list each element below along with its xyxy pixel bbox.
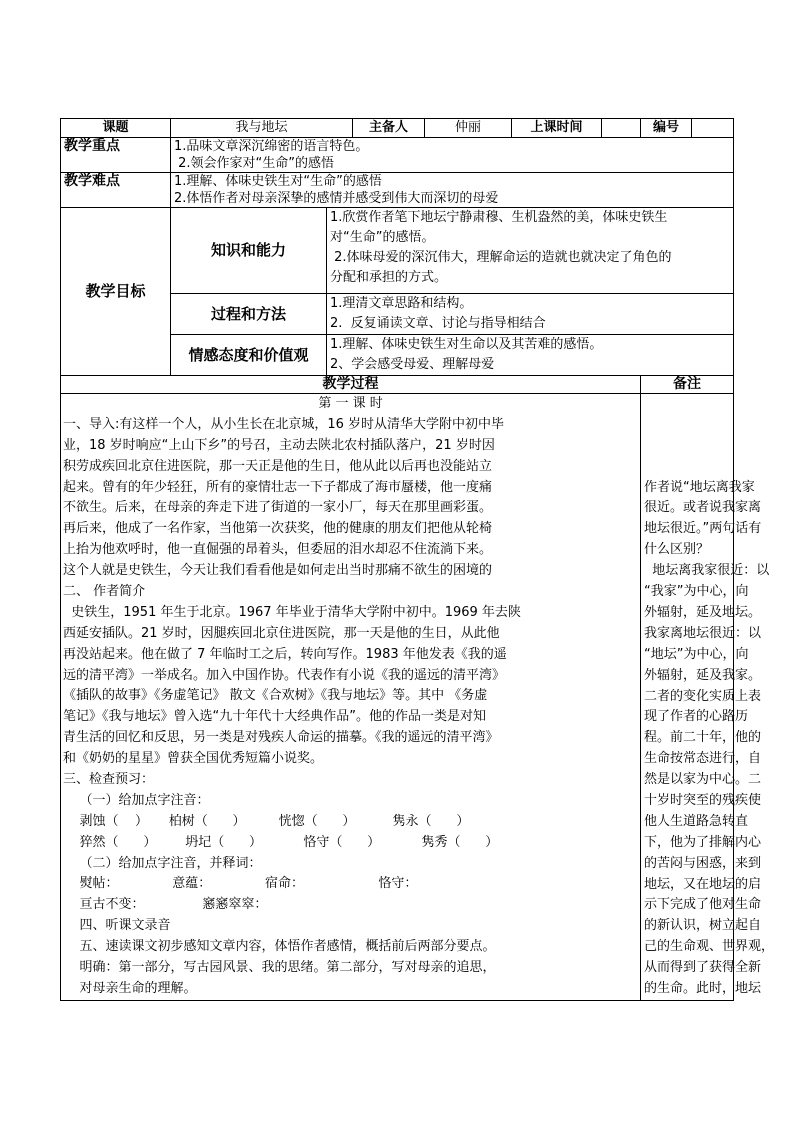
note-line: 地坛很近。”两句话有 xyxy=(644,521,762,537)
number-value xyxy=(692,119,734,138)
process-line: 积劳成疾回北京住进医院，那一天正是他的生日，他从此以后再也没能站立 xyxy=(63,458,493,474)
note-line: 二者的变化实质上表 xyxy=(644,688,762,704)
difficulty-1: 1.理解、体味史铁生对“生命”的感悟 xyxy=(174,174,382,189)
note-line: 然是以家为中心。二 xyxy=(644,772,762,788)
key-point-1: 1.品味文章深沉绵密的语言特色。 xyxy=(174,139,369,154)
process-line: 这个人就是史铁生，今天让我们看看他是如何走出当时那痛不欲生的困境的 xyxy=(63,563,493,579)
notes-spacer xyxy=(644,394,730,478)
topic-label: 课题 xyxy=(61,119,171,138)
process-line: 一、导入:有这样一个人，从小生长在北京城，16 岁时从清华大学附中初中毕 xyxy=(63,416,505,432)
difficulties-content xyxy=(171,173,734,208)
process-line: 远的清平湾》一举成名。加入中国作协。代表作有小说《我的遥远的清平湾》 xyxy=(63,667,506,683)
note-line: “地坛”为中心，向 xyxy=(644,646,749,662)
goal-method-label: 过程和方法 xyxy=(171,294,327,335)
note-line: 十岁时突至的残疾使 xyxy=(644,792,762,808)
key-point-2: 2.领会作家对“生命”的感悟 xyxy=(174,156,335,171)
header-row xyxy=(61,119,734,138)
process-label: 教学过程 xyxy=(61,376,641,394)
class-time-value xyxy=(602,119,641,138)
preparer-value: 仲丽 xyxy=(425,119,512,138)
note-line: 现了作者的心路历 xyxy=(644,709,749,725)
goal-knowledge-row xyxy=(61,208,734,294)
goal-knowledge-line: 2.体味母爱的深沉伟大，理解命运的造就也就决定了角色的 xyxy=(330,250,672,265)
note-line: 程。前二十年，他的 xyxy=(644,730,762,746)
goal-knowledge-line: 对“生命”的感悟。 xyxy=(330,230,435,245)
key-points-label: 教学重点 xyxy=(61,138,171,173)
process-line: 上抬为他欢呼时，他一直倔强的昂着头，但委屈的泪水却忍不住流淌下来。 xyxy=(63,542,493,558)
note-line: 的苦闷与困惑，来到 xyxy=(644,855,762,871)
process-line: 剥蚀（ ） 柏树（ ） 恍惚（ ） 隽永（ ） xyxy=(63,813,470,829)
process-line: 再没站起来。他在做了 7 年临时工之后，转向写作。1983 年他发表《我的遥 xyxy=(63,646,507,662)
note-line: 外辐射，延及地坛。 xyxy=(644,604,762,620)
process-body-row xyxy=(61,394,734,1001)
lesson-session-title: 第 一 课 时 xyxy=(318,396,383,411)
note-line: 他人生道路急转直 xyxy=(644,813,749,829)
process-line: 业，18 岁时响应“上山下乡”的号召，主动去陕北农村插队落户，21 岁时因 xyxy=(63,437,495,453)
class-time-label: 上课时间 xyxy=(512,119,602,138)
process-line: 猝然（ ） 坍圮（ ） 恪守（ ） 隽秀（ ） xyxy=(63,834,499,850)
goal-attitude-line: 1.理解、体味史铁生对生命以及其苦难的感悟。 xyxy=(330,337,603,352)
process-line: 史铁生，1951 年生于北京。1967 年毕业于清华大学附中初中。1969 年去陕 xyxy=(63,604,521,620)
goal-method-content xyxy=(327,294,734,335)
goal-method-line: 1.理清文章思路和结构。 xyxy=(330,296,473,311)
process-line: 熨帖： 意蕴： 宿命： 恪守： xyxy=(63,876,418,892)
process-line: 笔记》《我与地坛》曾入选“九十年代十大经典作品”。他的作品一类是对知 xyxy=(63,709,486,725)
process-line: 西延安插队。21 岁时，因腿疾回北京住进医院，那一天是他的生日，从此他 xyxy=(63,625,500,641)
goal-knowledge-content xyxy=(327,208,734,294)
note-line: “我家”为中心，向 xyxy=(644,584,749,600)
process-content xyxy=(61,394,641,1001)
process-line: 青生活的回忆和反思，另一类是对残疾人命运的描摹。《我的遥远的清平湾》 xyxy=(63,730,499,746)
note-line: 什么区别？ xyxy=(644,542,710,558)
goals-label: 教学目标 xyxy=(61,208,171,376)
note-line: 的生命。此时，地坛 xyxy=(644,980,762,996)
note-line: 地坛，又在地坛的启 xyxy=(644,876,762,892)
process-line: 再后来，他成了一名作家，当他第一次获奖，他的健康的朋友们把他从轮椅 xyxy=(63,521,493,537)
process-line: 二、 作者简介 xyxy=(63,584,146,600)
process-line: 三、检查预习： xyxy=(63,772,155,788)
number-label: 编号 xyxy=(641,119,692,138)
process-line: 起来。曾有的年少轻狂，所有的豪情壮志一下子都成了海市蜃楼，他一度痛 xyxy=(63,479,493,495)
process-line: 五、速读课文初步感知文章内容，体悟作者感情，概括前后两部分要点。 xyxy=(63,939,496,955)
process-line: 《插队的故事》《务虚笔记》 散文《合欢树》《我与地坛》等。其中 《务虚 xyxy=(63,688,488,704)
difficulties-label: 教学难点 xyxy=(61,173,171,208)
process-line: 不欲生。后来，在母亲的奔走下进了街道的一家小厂，每天在那里画彩蛋。 xyxy=(63,500,493,516)
note-line: 己的生命观、世界观， xyxy=(644,939,775,955)
note-line: 外辐射，延及我家。 xyxy=(644,667,762,683)
lesson-plan-table xyxy=(60,118,775,1001)
goal-attitude-line: 2、学会感受母爱、理解母爱 xyxy=(330,357,495,372)
notes-content xyxy=(641,394,775,1001)
key-points-content xyxy=(171,138,734,173)
goal-knowledge-line: 1.欣赏作者笔下地坛宁静肃穆、生机盎然的美，体味史铁生 xyxy=(330,210,668,225)
note-line: 示下完成了他对生命 xyxy=(644,897,762,913)
topic-value: 我与地坛 xyxy=(171,119,353,138)
process-line: （二）给加点字注音，并释词： xyxy=(63,855,262,871)
process-line: 明确：第一部分，写古园风景、我的思绪。第二部分，写对母亲的追思， xyxy=(63,960,496,976)
process-line: 和《奶奶的星星》曾获全国优秀短篇小说奖。 xyxy=(63,751,324,767)
goal-attitude-content xyxy=(327,335,734,376)
note-line: 生命按常态进行，自 xyxy=(644,751,762,767)
process-line: （一）给加点字注音： xyxy=(63,792,210,808)
preparer-label: 主备人 xyxy=(353,119,425,138)
note-line: 下，他为了排解内心 xyxy=(644,834,762,850)
goal-attitude-label: 情感态度和价值观 xyxy=(171,335,327,376)
difficulty-2: 2.体悟作者对母亲深挚的感情并感受到伟大而深切的母爱 xyxy=(174,191,499,206)
process-line: 亘古不变： 窸窸窣窣： xyxy=(63,897,268,913)
notes-label: 备注 xyxy=(641,376,734,394)
process-line: 四、听课文录音 xyxy=(63,918,171,934)
difficulties-row xyxy=(61,173,734,208)
key-points-row xyxy=(61,138,734,173)
process-header-row xyxy=(61,376,734,394)
process-line: 对母亲生命的理解。 xyxy=(63,980,197,996)
note-line: 地坛离我家很近：以 xyxy=(644,563,770,579)
note-line: 从而得到了获得全新 xyxy=(644,960,762,976)
goal-knowledge-line: 分配和承担的方式。 xyxy=(330,270,448,285)
goal-knowledge-label: 知识和能力 xyxy=(171,208,327,294)
note-line: 我家离地坛很近：以 xyxy=(644,625,762,641)
note-line: 作者说“地坛离我家 xyxy=(644,479,755,495)
goal-method-line: 2. 反复诵读文章、讨论与指导相结合 xyxy=(330,316,546,331)
note-line: 的新认识，树立起自 xyxy=(644,918,762,934)
note-line: 很近。或者说我家离 xyxy=(644,500,762,516)
